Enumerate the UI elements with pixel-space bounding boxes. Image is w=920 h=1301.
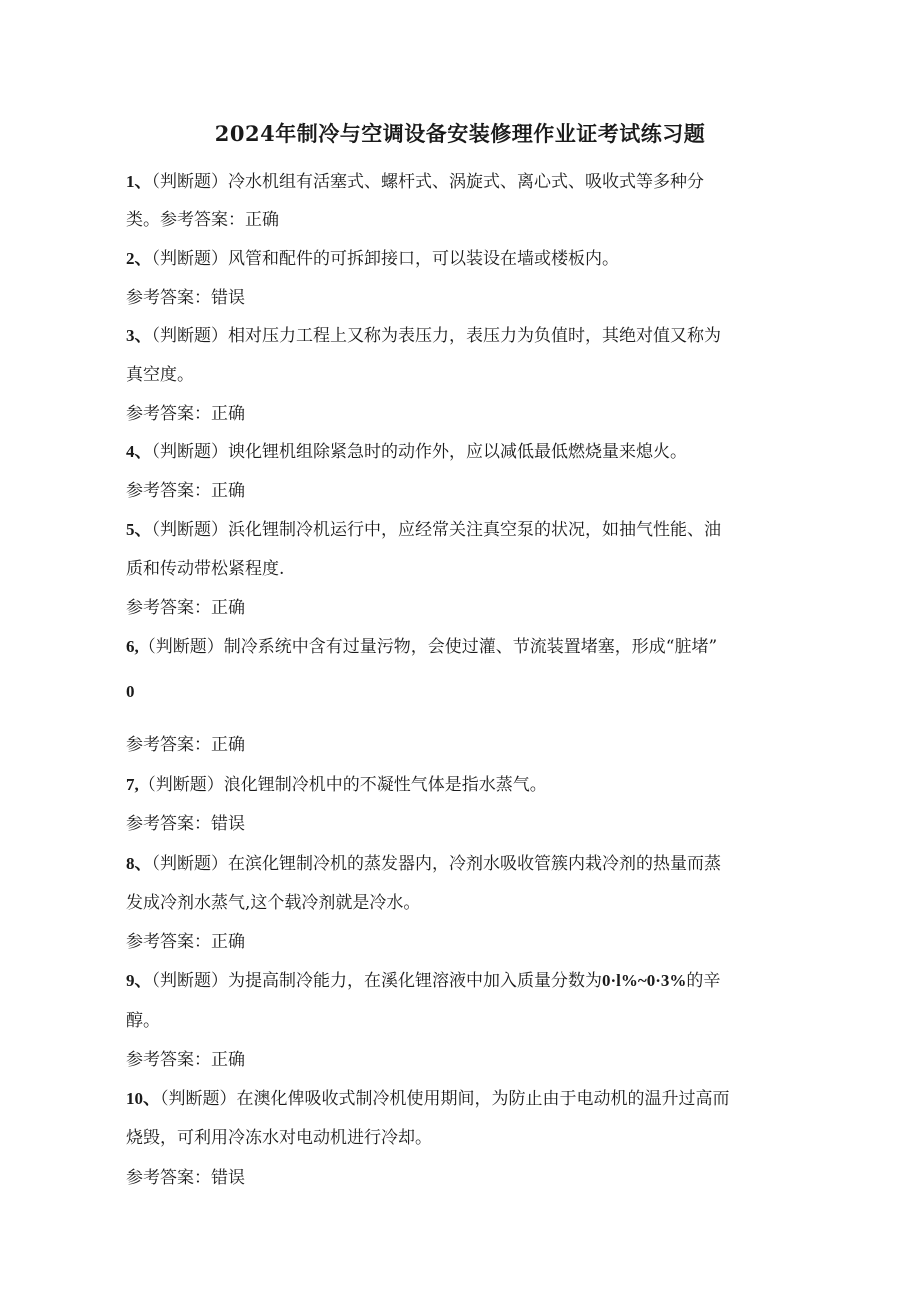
question-3-line-1 (126, 324, 721, 348)
question-text: （判断题）浜化锂制冷机运行中，应经常关注真空泵的状况，如抽气性能、油 (151, 520, 721, 540)
question-number: 7, (126, 775, 139, 794)
question-text-end: 的辛 (686, 971, 721, 991)
question-number: 3、 (126, 326, 152, 345)
question-4-line-1 (126, 440, 687, 464)
question-text: （判断题）在滨化锂制冷机的蒸发器内，冷剂水吸收管簇内栽冷剂的热量而蒸 (151, 854, 721, 874)
question-7-line-1 (126, 773, 547, 797)
question-6-line-1 (126, 635, 717, 659)
question-number: 10、 (126, 1089, 160, 1108)
question-number: 5、 (126, 520, 152, 539)
question-10-line-2: 烧毁，可利用冷冻水对电动机进行冷却。 (126, 1128, 432, 1148)
question-2-answer: 参考答案：错误 (126, 288, 245, 308)
question-5-answer: 参考答案：正确 (126, 598, 245, 618)
question-number: 9、 (126, 971, 152, 990)
question-5-line-2: 质和传动带松紧程度. (126, 559, 285, 579)
question-8-line-1 (126, 852, 721, 876)
question-text: （判断题）为提高制冷能力，在溪化锂溶液中加入质量分数为 (151, 971, 602, 991)
question-number: 2、 (126, 249, 152, 268)
question-9-line-1 (126, 969, 720, 993)
percentage-range: 0·l%~0·3% (602, 971, 687, 990)
question-text: （判断题）浪化锂制冷机中的不凝性气体是指水蒸气。 (138, 775, 547, 795)
page-title: 2024年制冷与空调设备安装修理作业证考试练习题 (214, 121, 706, 146)
question-4-answer: 参考答案：正确 (126, 481, 245, 501)
question-6-answer: 参考答案：正确 (126, 735, 245, 755)
question-5-line-1 (126, 518, 721, 542)
question-10-answer: 参考答案：错误 (126, 1168, 245, 1188)
question-7-answer: 参考答案：错误 (126, 814, 245, 834)
question-1-line-2: 类。参考答案：正确 (126, 210, 279, 230)
question-3-line-2: 真空度。 (126, 365, 194, 385)
question-number: 1、 (126, 172, 152, 191)
question-text: （判断题）风管和配件的可拆卸接口，可以装设在墙或楼板内。 (151, 249, 619, 269)
question-text: （判断题）谀化锂机组除紧急时的动作外，应以减低最低燃烧量来熄火。 (151, 442, 687, 462)
question-10-line-1 (126, 1087, 730, 1111)
question-2-line-1 (126, 247, 619, 271)
question-6-line-2: 0 (126, 682, 135, 701)
question-number: 6, (126, 637, 139, 656)
question-1-line-1 (126, 170, 704, 194)
question-number: 8、 (126, 854, 152, 873)
question-9-answer: 参考答案：正确 (126, 1050, 245, 1070)
question-text: （判断题）制冷系统中含有过量污物，会使过灌、节流装置堵塞，形成“脏堵” (138, 637, 718, 657)
question-text: （判断题）冷水机组有活塞式、螺杆式、涡旋式、离心式、吸收式等多种分 (151, 172, 704, 192)
question-8-answer: 参考答案：正确 (126, 932, 245, 952)
question-3-answer: 参考答案：正确 (126, 404, 245, 424)
question-8-line-2: 发成冷剂水蒸气,这个载冷剂就是冷水。 (126, 893, 421, 913)
question-text: （判断题）在澳化俾吸收式制冷机使用期间，为防止由于电动机的温升过高而 (160, 1089, 730, 1109)
question-number: 4、 (126, 442, 152, 461)
question-9-line-2: 醇。 (126, 1011, 160, 1031)
question-text: （判断题）相对压力工程上又称为表压力，表压力为负值时，其绝对值又称为 (151, 326, 721, 346)
